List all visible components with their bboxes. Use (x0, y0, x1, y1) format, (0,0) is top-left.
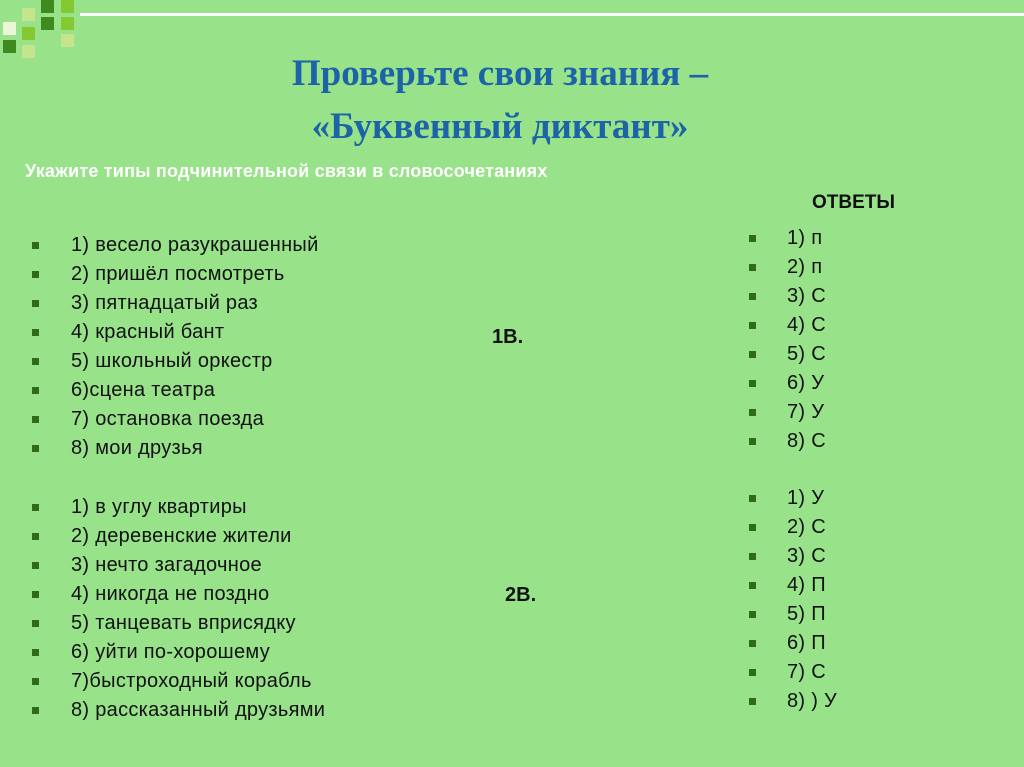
bullet-icon (749, 640, 756, 647)
answer-item-text: 1) У (787, 487, 825, 509)
variant-1-label: 1В. (492, 326, 524, 348)
answer-item-text: 2) п (787, 256, 823, 278)
bullet-icon (32, 329, 39, 336)
bullet-icon (32, 416, 39, 423)
bullet-icon (749, 293, 756, 300)
list-item-text: 8) мои друзья (71, 437, 203, 459)
bullet-icon (32, 649, 39, 656)
answer-item-text: 2) С (787, 516, 826, 538)
list-item-text: 5) школьный оркестр (71, 350, 273, 372)
list-item-text: 7) остановка поезда (71, 408, 265, 430)
slide-title-line1: Проверьте свои знания – (291, 53, 709, 94)
answers-heading: ОТВЕТЫ (812, 192, 895, 213)
decor-square (61, 34, 74, 47)
bullet-icon (32, 358, 39, 365)
bullet-icon (749, 524, 756, 531)
list-item-text: 1) весело разукрашенный (71, 234, 319, 256)
bullet-icon (749, 380, 756, 387)
answer-item-text: 1) п (787, 227, 823, 249)
answer-item-text: 4) С (787, 314, 826, 336)
bullet-icon (749, 235, 756, 242)
bullet-icon (32, 562, 39, 569)
answer-item-text: 5) С (787, 343, 826, 365)
bullet-icon (749, 322, 756, 329)
list-item-text: 4) никогда не поздно (71, 583, 270, 605)
bullet-icon (749, 698, 756, 705)
bullet-icon (32, 387, 39, 394)
bullet-icon (32, 707, 39, 714)
answer-item-text: 7) У (787, 401, 825, 423)
bullet-icon (32, 242, 39, 249)
bullet-icon (749, 351, 756, 358)
bullet-icon (32, 620, 39, 627)
answer-item-text: 8) ) У (787, 690, 838, 712)
header-line (80, 13, 1024, 16)
decor-square (22, 8, 35, 21)
decor-square (41, 17, 54, 30)
decorative-header (0, 0, 1024, 40)
answer-item-text: 8) С (787, 430, 826, 452)
decor-square (22, 27, 35, 40)
list-item-text: 2) пришёл посмотреть (71, 263, 285, 285)
bullet-icon (749, 669, 756, 676)
variant-2-label: 2В. (505, 584, 537, 606)
answer-item-text: 4) П (787, 574, 826, 596)
slide-title-line2: «Буквенный диктант» (311, 106, 689, 147)
answer-item-text: 6) П (787, 632, 826, 654)
list-item-text: 7)быстроходный корабль (71, 670, 312, 692)
list-item-text: 4) красный бант (71, 321, 225, 343)
bullet-icon (32, 300, 39, 307)
answer-item-text: 3) С (787, 285, 826, 307)
bullet-icon (749, 582, 756, 589)
list-item-text: 8) рассказанный друзьями (71, 699, 326, 721)
bullet-icon (749, 611, 756, 618)
bullet-icon (32, 504, 39, 511)
bullet-icon (749, 438, 756, 445)
list-item-text: 1) в углу квартиры (71, 496, 247, 518)
answer-item-text: 6) У (787, 372, 825, 394)
list-item-text: 3) нечто загадочное (71, 554, 262, 576)
decor-square (61, 0, 74, 13)
bullet-icon (749, 409, 756, 416)
bullet-icon (32, 591, 39, 598)
bullet-icon (32, 533, 39, 540)
bullet-icon (32, 271, 39, 278)
list-item-text: 5) танцевать вприсядку (71, 612, 296, 634)
slide-subtitle: Укажите типы подчинительной связи в словосочетаниях (25, 161, 548, 181)
bullet-icon (749, 264, 756, 271)
answer-item-text: 7) С (787, 661, 826, 683)
answer-item-text: 3) С (787, 545, 826, 567)
bullet-icon (749, 495, 756, 502)
decor-square (3, 22, 16, 35)
bullet-icon (749, 553, 756, 560)
list-item-text: 6)сцена театра (71, 379, 216, 401)
decor-square (41, 0, 54, 13)
bullet-icon (32, 678, 39, 685)
list-item-text: 2) деревенские жители (71, 525, 292, 547)
answer-item-text: 5) П (787, 603, 826, 625)
list-item-text: 3) пятнадцатый раз (71, 292, 258, 314)
bullet-icon (32, 445, 39, 452)
decor-square (61, 17, 74, 30)
list-item-text: 6) уйти по-хорошему (71, 641, 271, 663)
